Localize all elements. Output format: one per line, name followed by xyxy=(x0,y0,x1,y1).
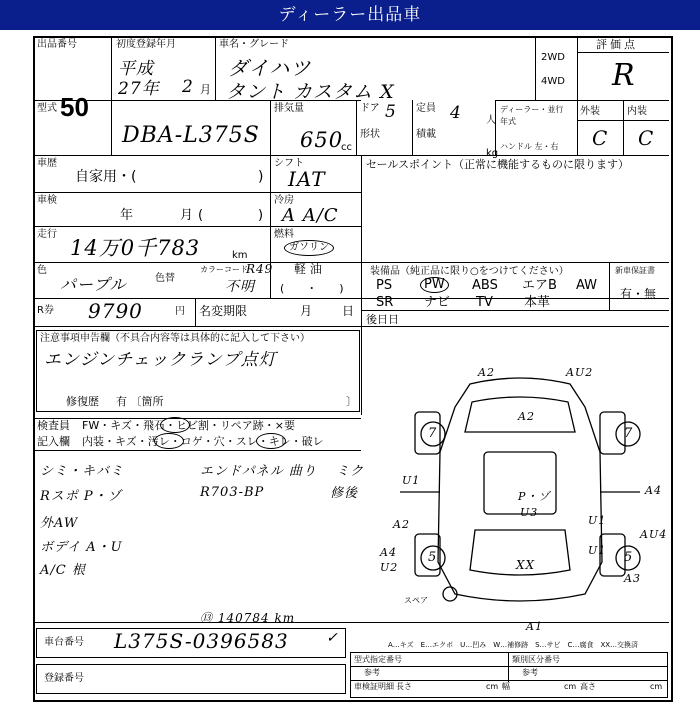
new-warranty-label: 新車保証書 xyxy=(615,266,655,275)
equip-leather: 本革 xyxy=(524,295,551,310)
grid-line xyxy=(361,310,669,311)
registration-label: 登録番号 xyxy=(44,673,84,684)
header-title: ディーラー出品車 xyxy=(278,5,422,25)
exterior-label: 外装 xyxy=(580,106,600,117)
equip-ps: PS xyxy=(376,278,393,293)
grid-line xyxy=(577,36,578,156)
check-circle-scuff xyxy=(256,433,286,449)
damage-mark: AU2 xyxy=(566,366,594,379)
displacement-label: 排気量 xyxy=(274,103,304,114)
chassis-label: 車台番号 xyxy=(44,637,84,648)
damage-mark: AU4 xyxy=(640,528,668,541)
capacity-value: 4 xyxy=(450,103,462,123)
damage-mark: A4 xyxy=(645,484,662,497)
tire-mark: 5 xyxy=(624,550,634,565)
equip-aw: AW xyxy=(576,278,598,293)
check-circle-dirt xyxy=(154,433,184,449)
first-reg-month-unit: 月 xyxy=(200,83,211,96)
car-make: ダイハツ xyxy=(228,56,312,80)
grid-line xyxy=(350,666,668,667)
front-right-fender xyxy=(600,412,625,454)
mileage-label: 走行 xyxy=(37,229,57,240)
lot-number: 50 xyxy=(60,92,89,122)
dealer-year-label: 年式 xyxy=(500,117,516,126)
exterior-value: C xyxy=(592,126,609,150)
grid-line xyxy=(350,680,668,681)
doors-label: ドア xyxy=(360,103,380,114)
check-row-1-label: 検査員 xyxy=(37,419,70,432)
damage-mark: U1 xyxy=(588,544,607,557)
interior-value: C xyxy=(638,126,655,150)
sales-point-label: セールスポイント（正常に機能するものに限ります） xyxy=(366,158,630,171)
grid-line xyxy=(33,326,669,327)
damage-mark: A3 xyxy=(624,572,641,585)
damage-mark: U2 xyxy=(380,561,399,574)
name-change-day: 日 xyxy=(342,304,355,318)
check-row-2-items: 内装・キズ・汚レ・コゲ・穴・スレ・キレ・破レ xyxy=(82,435,324,448)
spec-unit: cm xyxy=(564,682,577,691)
inspector-note-right: R703-BP xyxy=(200,485,265,500)
grid-line xyxy=(356,100,357,155)
chassis-value: L375S-0396583 xyxy=(114,629,289,653)
grid-line xyxy=(535,36,536,101)
inspection-year: 年 xyxy=(120,208,134,223)
grid-line xyxy=(195,298,196,326)
mileage-value: 14万0千783 xyxy=(70,236,201,260)
spec-unit: cm xyxy=(486,682,499,691)
spec-label: 車検証明細 xyxy=(354,682,394,691)
equip-abs: ABS xyxy=(472,278,498,293)
damage-legend: A…キズ E…エクボ U…凹み W…補修跡 S…サビ C…腐食 XX…交換済 xyxy=(388,641,639,649)
notes-value: エンジンチェックランプ点灯 xyxy=(44,350,277,370)
fuel-gas: ガソリン xyxy=(284,240,334,256)
capacity-unit: 人 xyxy=(486,115,496,126)
shift-value: IAT xyxy=(288,167,326,191)
inspector-note-right: ミク xyxy=(336,464,365,479)
ac-label: 冷房 xyxy=(274,195,294,206)
tire-mark: 7 xyxy=(624,426,634,441)
recycle-value: 9790 xyxy=(88,299,143,323)
drive-4wd: 4WD xyxy=(541,76,565,87)
dealer-label: ディーラー・並行 xyxy=(500,105,564,114)
grade-label: 評価点 xyxy=(596,38,638,51)
grid-line xyxy=(33,226,361,227)
grid-line xyxy=(33,622,669,623)
model-type-label: 型式 xyxy=(37,103,57,114)
color-label: 色 xyxy=(37,265,47,276)
repair-label: 修復歴 xyxy=(66,395,99,408)
grid-line xyxy=(508,652,509,682)
new-warranty-value: 有・無 xyxy=(620,287,657,301)
check-circle-chip xyxy=(160,417,190,433)
damage-mark: U1 xyxy=(402,474,421,487)
spec-label: 型式指定番号 xyxy=(354,655,402,664)
equip-tv: TV xyxy=(476,295,493,310)
first-reg-year: 27年 xyxy=(118,79,160,99)
handle-label: ハンドル 左・右 xyxy=(500,142,559,151)
grid-line xyxy=(33,450,361,451)
grid-line xyxy=(33,192,361,193)
grid-line xyxy=(623,100,624,156)
damage-mark: U1 xyxy=(588,514,607,527)
grid-line xyxy=(609,262,610,310)
inspector-note-right: 修後 xyxy=(330,486,359,501)
spare-label: スペア xyxy=(404,596,428,605)
history-close: ) xyxy=(258,169,264,185)
spec-label: 類別区分番号 xyxy=(512,655,560,664)
grid-line xyxy=(270,100,271,155)
grid-line xyxy=(111,36,112,156)
ac-value: A A/C xyxy=(282,205,339,226)
model-type-value: DBA-L375S xyxy=(122,123,260,148)
lot-label: 出品番号 xyxy=(37,39,77,50)
equip-sr: SR xyxy=(376,295,394,310)
grid-line xyxy=(495,100,496,155)
inspection-open: ( xyxy=(198,208,204,223)
spec-label: 長さ xyxy=(396,682,412,691)
grid-line xyxy=(215,36,216,101)
equip-pw: PW xyxy=(420,277,449,293)
first-reg-label: 初度登録年月 xyxy=(116,39,176,50)
notes-label: 注意事項申告欄（不具合内容等は具体的に記入して下さい） xyxy=(40,333,310,344)
grid-line xyxy=(412,100,413,155)
fuel-label: 燃料 xyxy=(274,229,294,240)
spec-unit: cm xyxy=(650,682,663,691)
page-header xyxy=(0,0,700,30)
load-label: 積載 xyxy=(416,129,436,140)
color-unknown: 不明 xyxy=(225,279,255,295)
inspection-month: 月 xyxy=(180,208,194,223)
name-change-label: 名変期限 xyxy=(199,304,248,318)
interior-label: 内装 xyxy=(627,106,647,117)
equip-airbag: エアB xyxy=(522,278,557,293)
damage-mark: A2 xyxy=(518,410,535,423)
roof xyxy=(484,452,556,514)
damage-mark: P・ゾ xyxy=(518,490,551,503)
grid-line xyxy=(270,155,271,298)
recycle-label: R券 xyxy=(37,305,54,316)
inspector-note: ボデイ A・U xyxy=(40,540,123,555)
recycle-unit: 円 xyxy=(175,306,185,317)
mileage-unit: km xyxy=(232,250,248,261)
load-unit: kg xyxy=(486,148,499,159)
history-value: 自家用・( xyxy=(75,169,137,185)
fuel-diesel: 軽 油 xyxy=(294,262,322,276)
inspection-label: 車検 xyxy=(37,195,57,206)
color-change-label: 色替 xyxy=(155,273,175,284)
doors-value: 5 xyxy=(385,102,397,122)
shift-label: シフト xyxy=(274,158,304,169)
car-model: タント カスタム X xyxy=(226,81,395,103)
grid-line xyxy=(33,155,669,156)
first-reg-era: 平成 xyxy=(118,59,154,79)
inspector-note: シミ・キバミ xyxy=(40,464,125,479)
damage-mark: A2 xyxy=(393,518,410,531)
spec-label: 参考 xyxy=(522,668,538,677)
inspector-note: Rスポ P・ゾ xyxy=(40,489,122,504)
grid-line xyxy=(361,262,669,263)
repair-value: 有 〔箇所 xyxy=(116,395,164,408)
spec-label: 参考 xyxy=(364,668,380,677)
tire-mark: 7 xyxy=(428,426,438,441)
fuel-paren: ( ・ ) xyxy=(280,282,344,295)
grid-line xyxy=(577,52,669,53)
repair-close: 〕 xyxy=(346,395,357,408)
inspector-note-right: エンドパネル 曲り xyxy=(200,464,317,479)
shape-label: 形状 xyxy=(360,129,380,140)
damage-mark: U3 xyxy=(520,506,539,519)
damage-mark: A2 xyxy=(478,366,495,379)
color-code-value: R49 xyxy=(246,262,274,276)
color-code-label: カラーコード xyxy=(200,265,248,274)
later-docs-label: 後日日 xyxy=(366,313,399,326)
history-label: 車歴 xyxy=(37,158,57,169)
name-change-month: 月 xyxy=(300,304,313,318)
spec-label: 高さ xyxy=(580,682,596,691)
inspector-note: 外AW xyxy=(40,516,79,531)
tire-mark: 5 xyxy=(428,550,438,565)
odo-note: ⑬ 140784 km xyxy=(200,611,296,625)
damage-mark: A1 xyxy=(526,620,543,633)
grid-line xyxy=(361,155,362,415)
capacity-label: 定員 xyxy=(416,103,436,114)
damage-mark: XX xyxy=(516,558,536,572)
check-row-1-items: FW・キズ・飛石・ヒビ割・リペア跡・×要 xyxy=(82,419,295,432)
check-row-2-label: 記入欄 xyxy=(37,435,70,448)
grid-line xyxy=(495,100,669,101)
displacement-unit: cc xyxy=(341,142,352,153)
displacement-value: 650 xyxy=(300,128,344,152)
spec-label: 幅 xyxy=(502,682,510,691)
equipment-label: 装備品（純正品に限り○をつけてください） xyxy=(370,266,569,277)
color-value: パープル xyxy=(60,275,127,294)
equip-navi: ナビ xyxy=(424,295,451,310)
first-reg-month: 2 xyxy=(182,77,194,97)
car-name-label: 車名・グレード xyxy=(219,39,289,50)
chassis-check: ✓ xyxy=(326,630,339,646)
drive-2wd: 2WD xyxy=(541,52,565,63)
damage-mark: A4 xyxy=(380,546,397,559)
inspection-close: ) xyxy=(258,208,264,223)
grade-value: R xyxy=(612,58,636,93)
inspector-note: A/C 根 xyxy=(40,563,86,578)
